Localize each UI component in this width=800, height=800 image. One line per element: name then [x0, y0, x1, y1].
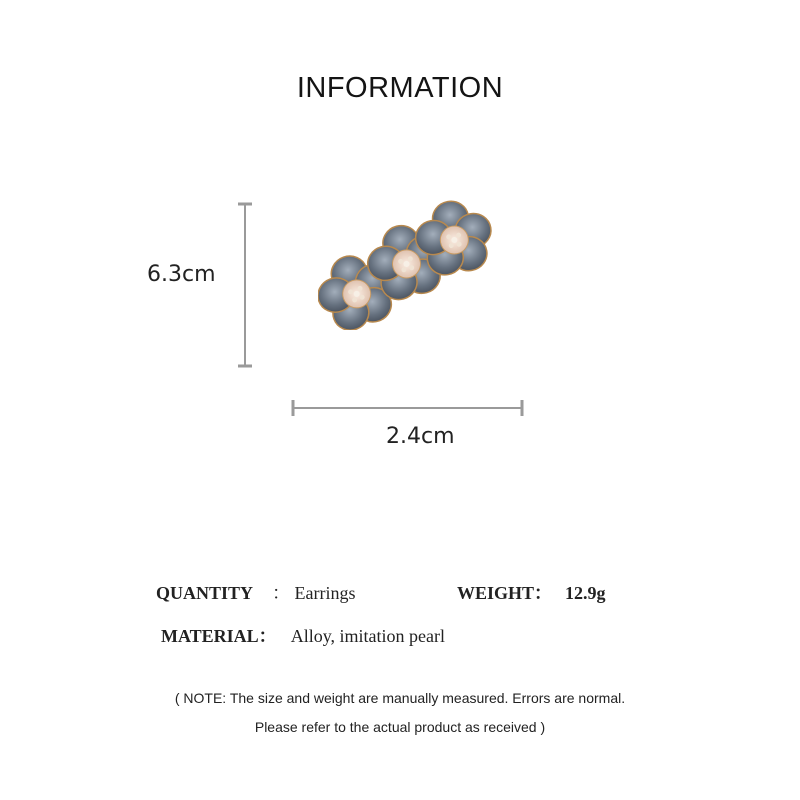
quantity-key: QUANTITY	[156, 583, 254, 603]
material-key: MATERIAL：	[161, 626, 277, 646]
material-value: Alloy, imitation pearl	[290, 626, 446, 646]
quantity-spec	[156, 579, 356, 605]
note-line-2: Please refer to the actual product as received )	[254, 719, 546, 735]
note-line-1: ( NOTE: The size and weight are manually measured. Errors are normal.	[174, 690, 626, 706]
weight-key: WEIGHT：	[457, 583, 553, 603]
height-dimension-rule	[237, 200, 253, 372]
height-label: 6.3cm	[147, 262, 216, 287]
quantity-value: Earrings	[294, 583, 356, 603]
material-spec	[161, 622, 445, 648]
width-dimension-rule	[288, 398, 528, 418]
page-title: INFORMATION	[296, 72, 504, 104]
weight-value: 12.9g	[565, 583, 606, 603]
width-label: 2.4cm	[386, 424, 455, 449]
flower-hairclip-image	[318, 200, 496, 330]
quantity-separator: ：	[272, 583, 291, 603]
weight-spec	[457, 579, 606, 605]
